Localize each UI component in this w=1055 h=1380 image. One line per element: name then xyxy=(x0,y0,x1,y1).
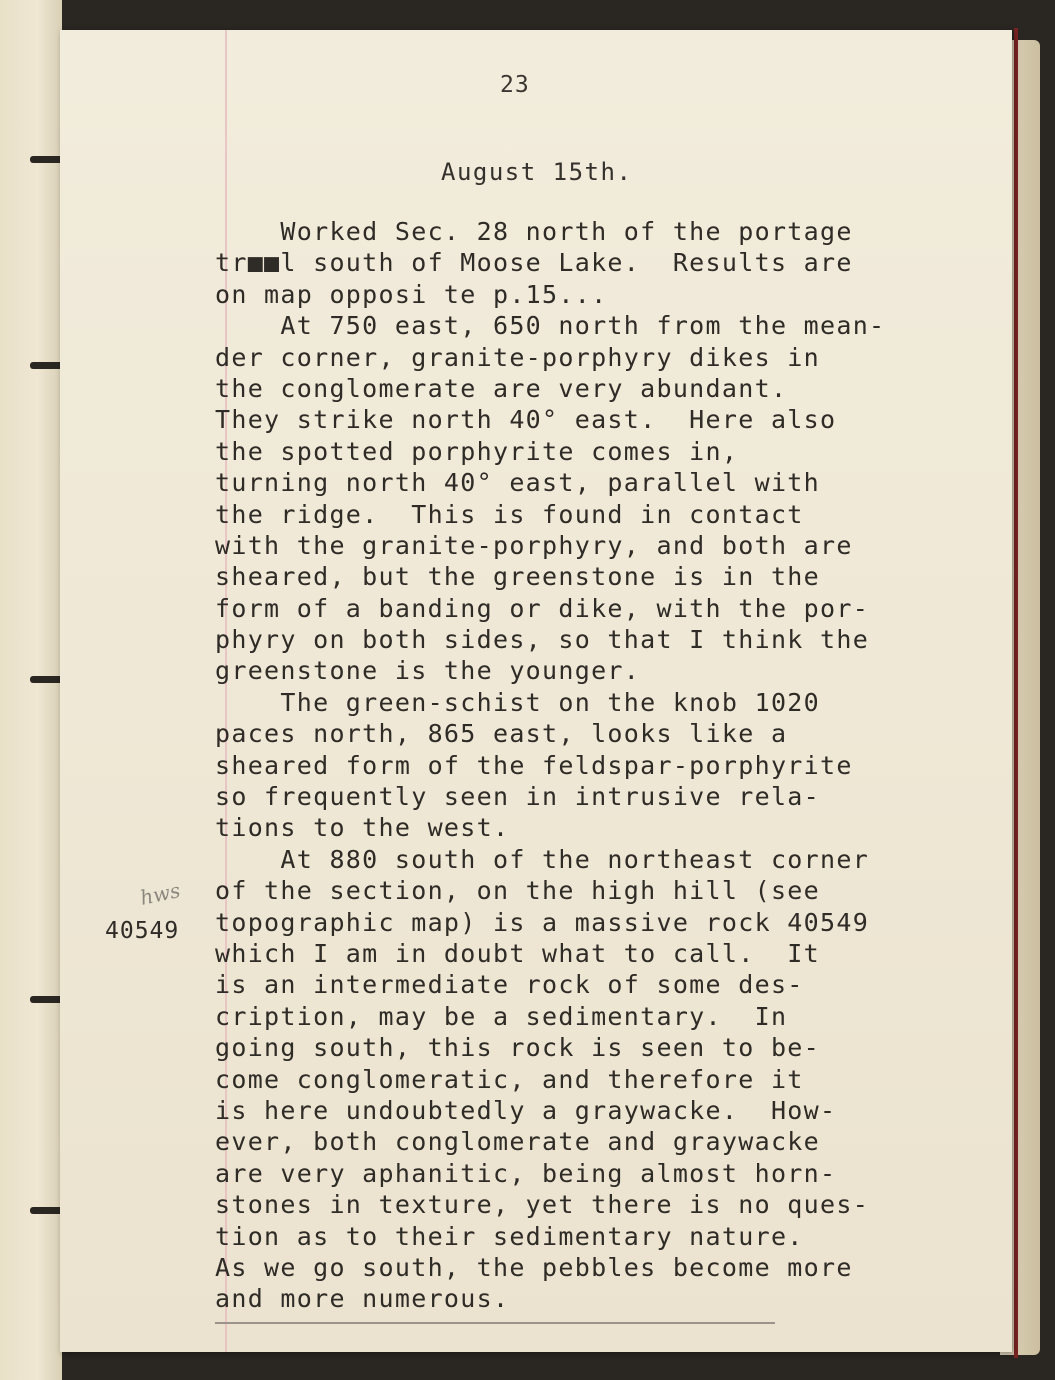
text-line: come conglomeratic, and therefore it xyxy=(215,1064,804,1094)
text-line: der corner, granite-porphyry dikes in xyxy=(215,342,820,372)
text-line: sheared, but the greenstone is in the xyxy=(215,562,820,592)
text-line: the ridge. This is found in contact xyxy=(215,499,804,529)
text-line: sheared form of the feldspar-porphyrite xyxy=(215,750,853,780)
text-line: tions to the west. xyxy=(215,813,510,843)
notebook-page xyxy=(60,30,1012,1352)
text-line: tr■■l south of Moose Lake. Results are xyxy=(215,248,853,278)
text-line: phyry on both sides, so that I think the xyxy=(215,625,870,655)
text-line: is an intermediate rock of some des- xyxy=(215,970,804,1000)
text-line: form of a banding or dike, with the por- xyxy=(215,593,870,623)
text-line: They strike north 40° east. Here also xyxy=(215,405,837,435)
text-line: ever, both conglomerate and graywacke xyxy=(215,1127,820,1157)
entry-date-heading: August 15th. xyxy=(441,158,633,186)
text-line: the conglomerate are very abundant. xyxy=(215,373,788,403)
text-line: stones in texture, yet there is no ques- xyxy=(215,1190,870,1220)
margin-initials: hws xyxy=(137,878,183,910)
margin-sample-number: 40549 xyxy=(105,918,180,944)
bottom-rule xyxy=(215,1322,775,1324)
text-line: going south, this rock is seen to be- xyxy=(215,1033,820,1063)
text-line: on map opposi te p.15... xyxy=(215,279,608,309)
typed-notes xyxy=(215,216,995,1315)
text-line: greenstone is the younger. xyxy=(215,656,641,686)
text-line: As we go south, the pebbles become more xyxy=(215,1252,853,1282)
text-line: which I am in doubt what to call. It xyxy=(215,938,820,968)
text-line: paces north, 865 east, looks like a xyxy=(215,719,788,749)
text-line: are very aphanitic, being almost horn- xyxy=(215,1158,837,1188)
text-line: At 880 south of the northeast corner xyxy=(215,844,870,874)
text-line: At 750 east, 650 north from the mean- xyxy=(215,311,886,341)
text-line: with the granite-porphyry, and both are xyxy=(215,530,853,560)
text-line: and more numerous. xyxy=(215,1284,510,1314)
text-line: topographic map) is a massive rock 40549 xyxy=(215,907,870,937)
text-line: cription, may be a sedimentary. In xyxy=(215,1001,788,1031)
text-line: the spotted porphyrite comes in, xyxy=(215,436,739,466)
text-line: tion as to their sedimentary nature. xyxy=(215,1221,804,1251)
text-line: The green-schist on the knob 1020 xyxy=(215,687,820,717)
text-line: of the section, on the high hill (see xyxy=(215,876,820,906)
notebook-cover-edge xyxy=(1014,28,1018,1358)
page-number: 23 xyxy=(500,72,530,98)
text-line: Worked Sec. 28 north of the portage xyxy=(215,217,853,246)
text-line: so frequently seen in intrusive rela- xyxy=(215,782,820,812)
text-line: is here undoubtedly a graywacke. How- xyxy=(215,1095,837,1125)
text-line: turning north 40° east, parallel with xyxy=(215,468,820,498)
binder-edge xyxy=(0,0,62,1380)
